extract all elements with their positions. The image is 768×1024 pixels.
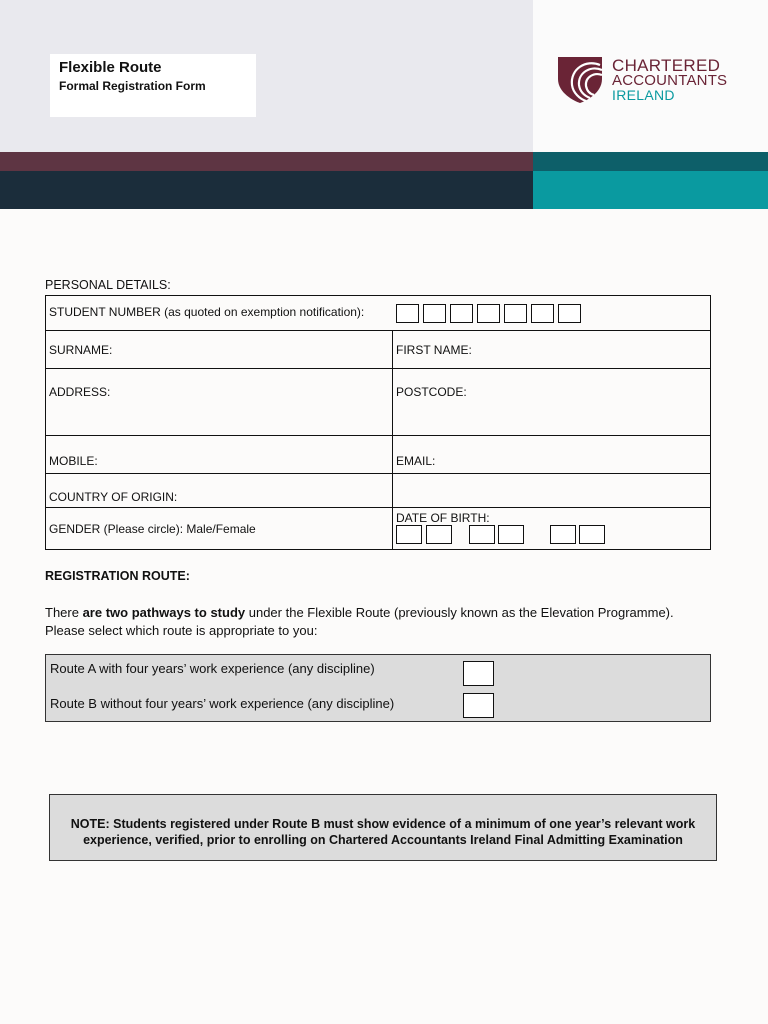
dob-day-box-1[interactable] bbox=[396, 525, 422, 544]
note-line-1: NOTE: Students registered under Route B must show evidence of a minimum of one year’s relevant work bbox=[70, 817, 696, 831]
route-b-checkbox[interactable] bbox=[463, 693, 494, 718]
student-number-box-2[interactable] bbox=[423, 304, 446, 323]
country-of-origin-field[interactable] bbox=[46, 474, 393, 508]
logo-text-accountants: ACCOUNTANTS bbox=[612, 72, 728, 89]
note-line-2: experience, verified, prior to enrolling on Chartered Accountants Ireland Final Admitting Examination bbox=[83, 833, 683, 847]
student-number-box-6[interactable] bbox=[531, 304, 554, 323]
registration-route-heading: REGISTRATION ROUTE: bbox=[45, 569, 190, 583]
header-band-navy bbox=[0, 171, 533, 209]
email-label: EMAIL: bbox=[396, 454, 436, 468]
gender-label: GENDER (Please circle): Male/Female bbox=[49, 521, 256, 536]
logo-text-ireland: IRELAND bbox=[612, 87, 675, 103]
dob-year-box-1[interactable] bbox=[550, 525, 576, 544]
route-b-note bbox=[49, 794, 717, 861]
route-a-label: Route A with four years’ work experience (any discipline) bbox=[50, 661, 375, 676]
dob-year-box-2[interactable] bbox=[579, 525, 605, 544]
mobile-label: MOBILE: bbox=[49, 454, 98, 468]
personal-details-table bbox=[45, 295, 711, 550]
intro-text-line2: Please select which route is appropriate to you: bbox=[45, 623, 318, 638]
country-of-origin-empty-cell bbox=[393, 474, 711, 508]
registration-intro bbox=[45, 604, 745, 640]
first-name-label: FIRST NAME: bbox=[396, 342, 472, 357]
header-band-teal-dark bbox=[533, 152, 768, 171]
dob-day-box-2[interactable] bbox=[426, 525, 452, 544]
header-band-maroon bbox=[0, 152, 533, 171]
form-subtitle: Formal Registration Form bbox=[59, 79, 206, 93]
postcode-field[interactable] bbox=[393, 369, 711, 436]
address-field[interactable] bbox=[46, 369, 393, 436]
route-selection-box bbox=[45, 654, 711, 722]
address-label: ADDRESS: bbox=[49, 385, 111, 399]
student-number-label: STUDENT NUMBER (as quoted on exemption notification): bbox=[49, 305, 365, 320]
gender-field[interactable] bbox=[46, 508, 393, 550]
route-b-label: Route B without four years’ work experience (any discipline) bbox=[50, 696, 395, 711]
student-number-box-5[interactable] bbox=[504, 304, 527, 323]
chartered-accountants-logo-icon bbox=[556, 55, 608, 105]
country-of-origin-label: COUNTRY OF ORIGIN: bbox=[49, 490, 178, 504]
surname-field[interactable] bbox=[46, 331, 393, 369]
mobile-field[interactable] bbox=[46, 436, 393, 474]
logo-text-chartered: CHARTERED bbox=[612, 56, 721, 75]
student-number-box-1[interactable] bbox=[396, 304, 419, 323]
route-a-checkbox[interactable] bbox=[463, 661, 494, 686]
title-box bbox=[50, 54, 256, 117]
postcode-label: POSTCODE: bbox=[396, 385, 467, 399]
personal-details-heading: PERSONAL DETAILS: bbox=[45, 278, 171, 292]
intro-text-bold: are two pathways to study bbox=[82, 605, 246, 620]
dob-month-box-2[interactable] bbox=[498, 525, 524, 544]
form-title: Flexible Route bbox=[59, 59, 162, 76]
intro-text-pre: There bbox=[45, 605, 83, 620]
student-number-row bbox=[46, 296, 711, 331]
date-of-birth-field bbox=[393, 508, 711, 550]
intro-text-post: under the Flexible Route (previously known as the Elevation Programme). bbox=[245, 605, 674, 620]
date-of-birth-label: DATE OF BIRTH: bbox=[396, 511, 490, 525]
student-number-box-7[interactable] bbox=[558, 304, 581, 323]
dob-month-box-1[interactable] bbox=[469, 525, 495, 544]
first-name-field[interactable] bbox=[393, 331, 711, 369]
surname-label: SURNAME: bbox=[49, 342, 113, 357]
student-number-box-4[interactable] bbox=[477, 304, 500, 323]
email-field[interactable] bbox=[393, 436, 711, 474]
header-band-teal bbox=[533, 171, 768, 209]
student-number-box-3[interactable] bbox=[450, 304, 473, 323]
